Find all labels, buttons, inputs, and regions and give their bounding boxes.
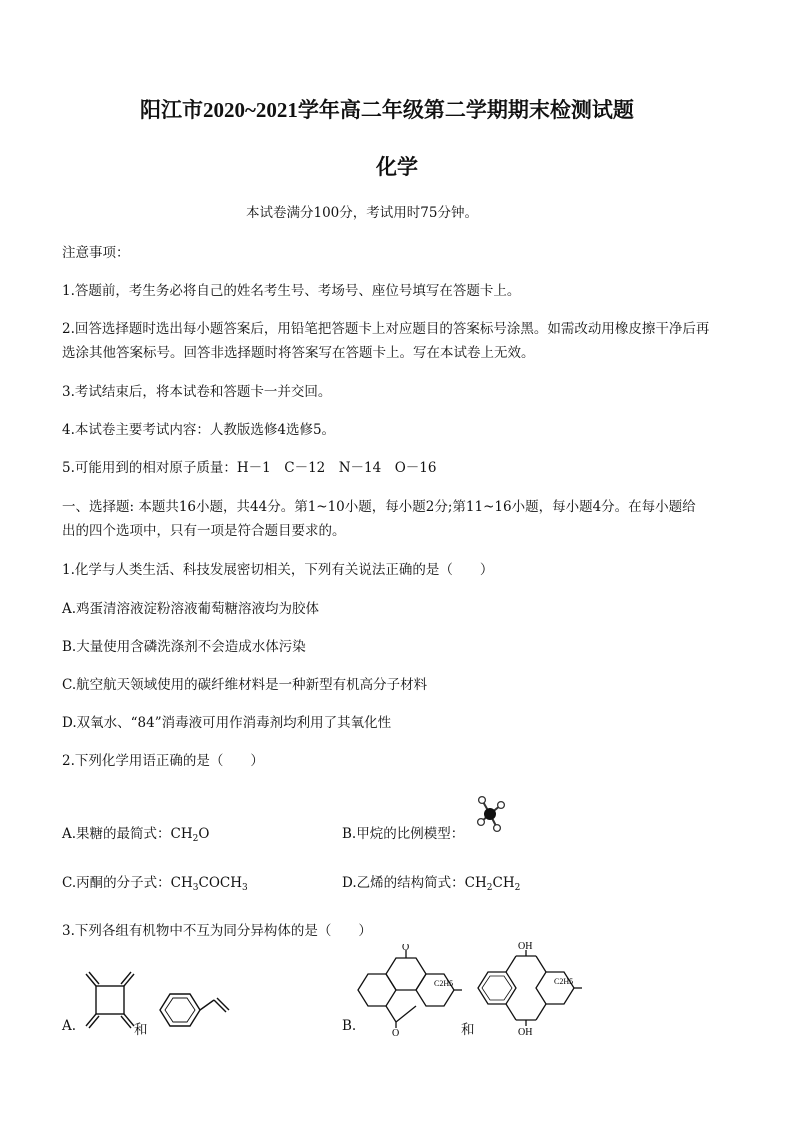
carbonyl-o-bottom: O <box>392 1028 400 1036</box>
q2-option-d-label: D.乙烯的结构简式： <box>342 875 465 891</box>
section-heading-cont: 出的四个选项中，只有一项是符合题目要求的。 <box>62 523 346 539</box>
methane-model-icon <box>468 792 512 836</box>
note-item: 1.答题前，考生务必将自己的姓名考生号、考场号、座位号填写在答题卡上。 <box>62 283 521 299</box>
hydroxyl-bottom: OH <box>518 1027 533 1036</box>
question-3-stem: 3.下列各组有机物中不互为同分异构体的是（ ） <box>62 923 372 939</box>
q1-option-a: A.鸡蛋清溶液淀粉溶液葡萄糖溶液均为胶体 <box>62 601 320 617</box>
q1-option-d: D.双氧水、“84”消毒液可用作消毒剂均利用了其氧化性 <box>62 715 392 731</box>
carbonyl-o-top: O <box>402 944 410 953</box>
q2-option-a <box>62 822 209 844</box>
q3-and-text-b: 和 <box>461 1022 475 1038</box>
ethyl-group-label: C2H5 <box>434 979 454 988</box>
question-1-stem: 1.化学与人类生活、科技发展密切相关，下列有关说法正确的是（ ） <box>62 562 494 578</box>
q2-option-c-label: C.丙酮的分子式： <box>62 875 171 891</box>
q2-option-d <box>342 871 520 893</box>
note-item: 3.考试结束后，将本试卷和答题卡一并交回。 <box>62 384 332 400</box>
note-item: 5.可能用到的相对原子质量：H－1 C－12 N－14 O－16 <box>62 460 437 476</box>
dimethylenecyclobutane-structure-icon <box>78 966 140 1036</box>
page-title: 阳江市2020~2021学年高二年级第二学期期末检测试题 <box>140 98 634 122</box>
ethylanthracenediol-structure-icon <box>472 940 584 1036</box>
ethylanthraquinone-structure-icon <box>352 944 464 1036</box>
subject-title: 化学 <box>376 155 418 179</box>
q2-option-b-label: B.甲烷的比例模型： <box>342 826 465 842</box>
note-item: 选涂其他答案标号。回答非选择题时将答案写在答题卡上。写在本试卷上无效。 <box>62 345 535 361</box>
styrene-structure-icon <box>150 988 236 1032</box>
hydroxyl-top: OH <box>518 941 533 952</box>
q1-option-b: B.大量使用含磷洗涤剂不会造成水体污染 <box>62 639 306 655</box>
q1-option-c: C.航空航天领域使用的碳纤维材料是一种新型有机高分子材料 <box>62 677 428 693</box>
q2-option-d-formula: $CH_2CH_2$ <box>464 875 521 893</box>
q3-option-a-label: A. <box>62 1018 77 1034</box>
q2-option-b <box>342 822 464 842</box>
q2-option-a-label: A.果糖的最简式： <box>62 826 171 842</box>
ethyl-group-label-b: C2H5 <box>554 977 574 986</box>
exam-info: 本试卷满分100分，考试用时75分钟。 <box>246 205 478 221</box>
q2-option-c-formula: $CH_3COCH_3$ <box>170 875 248 893</box>
q2-option-c <box>62 871 248 893</box>
q2-option-a-formula: $CH_2O$ <box>170 826 210 844</box>
q3-option-b-label: B. <box>342 1018 357 1034</box>
note-item: 2.回答选择题时选出每小题答案后，用铅笔把答题卡上对应题目的答案标号涂黑。如需改动用橡皮擦干净后再 <box>62 321 710 337</box>
section-heading: 一、选择题: 本题共16小题，共44分。第1~10小题，每小题2分;第11~16小题，每小题4分。在每小题给 <box>62 499 696 515</box>
question-2-stem: 2.下列化学用语正确的是（ ） <box>62 753 264 769</box>
note-item: 4.本试卷主要考试内容：人教版选修4选修5。 <box>62 422 336 438</box>
q3-and-text: 和 <box>134 1022 148 1038</box>
notes-heading: 注意事项： <box>62 245 130 261</box>
